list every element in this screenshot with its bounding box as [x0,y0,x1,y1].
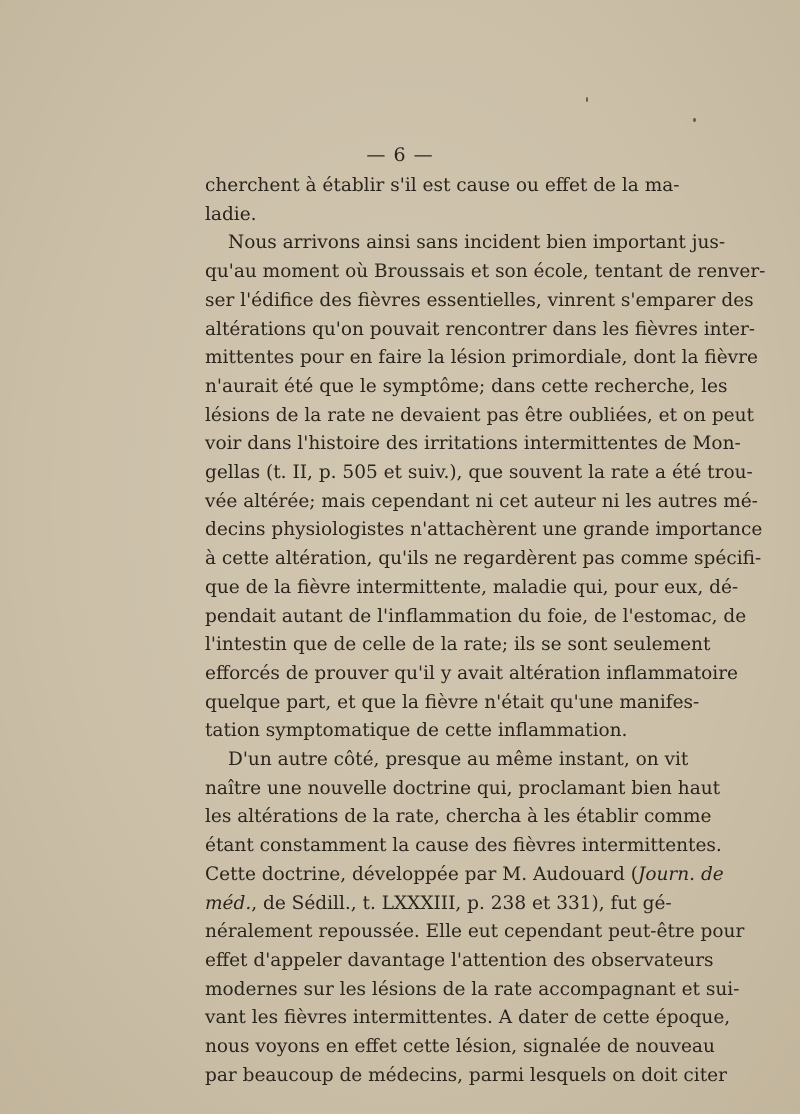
text-line: D'un autre côté, presque au même instant, on vit [228,749,689,771]
text-line: vée altérée; mais cependant ni cet auteur ni les autres mé- [205,490,758,512]
text-line: effet d'appeler davantage l'attention des observateurs [205,949,714,971]
text-line: que de la fièvre intermittente, maladie qui, pour eux, dé- [205,576,739,598]
text-line: nous voyons en effet cette lésion, signalée de nouveau [205,1036,715,1058]
text-line: Cette doctrine, développée par M. Audouard (Journ. de [205,863,724,885]
text-line: méd., de Sédill., t. LXXXIII, p. 238 et 331), fut gé- [205,892,672,914]
text-line: les altérations de la rate, chercha à les établir comme [205,806,712,828]
text-line: gellas (t. II, p. 505 et suiv.), que souvent la rate a été trou- [205,462,753,484]
paper-speck [693,118,696,122]
text-line: naître une nouvelle doctrine qui, proclamant bien haut [205,777,721,799]
text-line: decins physiologistes n'attachèrent une grande importance [205,519,763,541]
text-line: pendait autant de l'inflammation du foie, de l'estomac, de [205,605,747,627]
text-line: n'aurait été que le symptôme; dans cette recherche, les [205,375,728,397]
text-line: quelque part, et que la fièvre n'était qu'une manifes- [205,691,700,713]
text-line: mittentes pour en faire la lésion primordiale, dont la fièvre [205,347,758,369]
text-line: l'intestin que de celle de la rate; ils se sont seulement [205,634,711,656]
text-line: à cette altération, qu'ils ne regardèrent pas comme spécifi- [205,548,762,570]
text-line: par beaucoup de médecins, parmi lesquels on doit citer [205,1064,727,1086]
page-number: — 6 — [366,144,434,166]
text-line: modernes sur les lésions de la rate accompagnant et sui- [205,978,740,1000]
text-line: tation symptomatique de cette inflammation. [205,720,628,742]
text-line: Nous arrivons ainsi sans incident bien important jus- [228,232,726,254]
text-line: vant les fièvres intermittentes. A dater de cette époque, [205,1007,731,1029]
text-line: efforcés de prouver qu'il y avait altération inflammatoire [205,662,739,684]
text-line: ser l'édifice des fièvres essentielles, vinrent s'emparer des [205,289,754,311]
text-line: qu'au moment où Broussais et son école, tentant de renver- [205,261,766,283]
text-line: cherchent à établir s'il est cause ou effet de la ma- [205,175,680,196]
body-text [205,172,766,1091]
text-line: altérations qu'on pouvait rencontrer dans les fièvres inter- [205,318,756,340]
text-line: voir dans l'histoire des irritations intermittentes de Mon- [205,433,741,455]
paper-speck [586,97,588,102]
text-line: étant constamment la cause des fièvres intermittentes. [205,835,722,857]
text-line: lésions de la rate ne devaient pas être oubliées, et on peut [205,404,754,426]
text-line: néralement repoussée. Elle eut cependant peut-être pour [205,921,745,943]
text-line: ladie. [205,203,257,225]
